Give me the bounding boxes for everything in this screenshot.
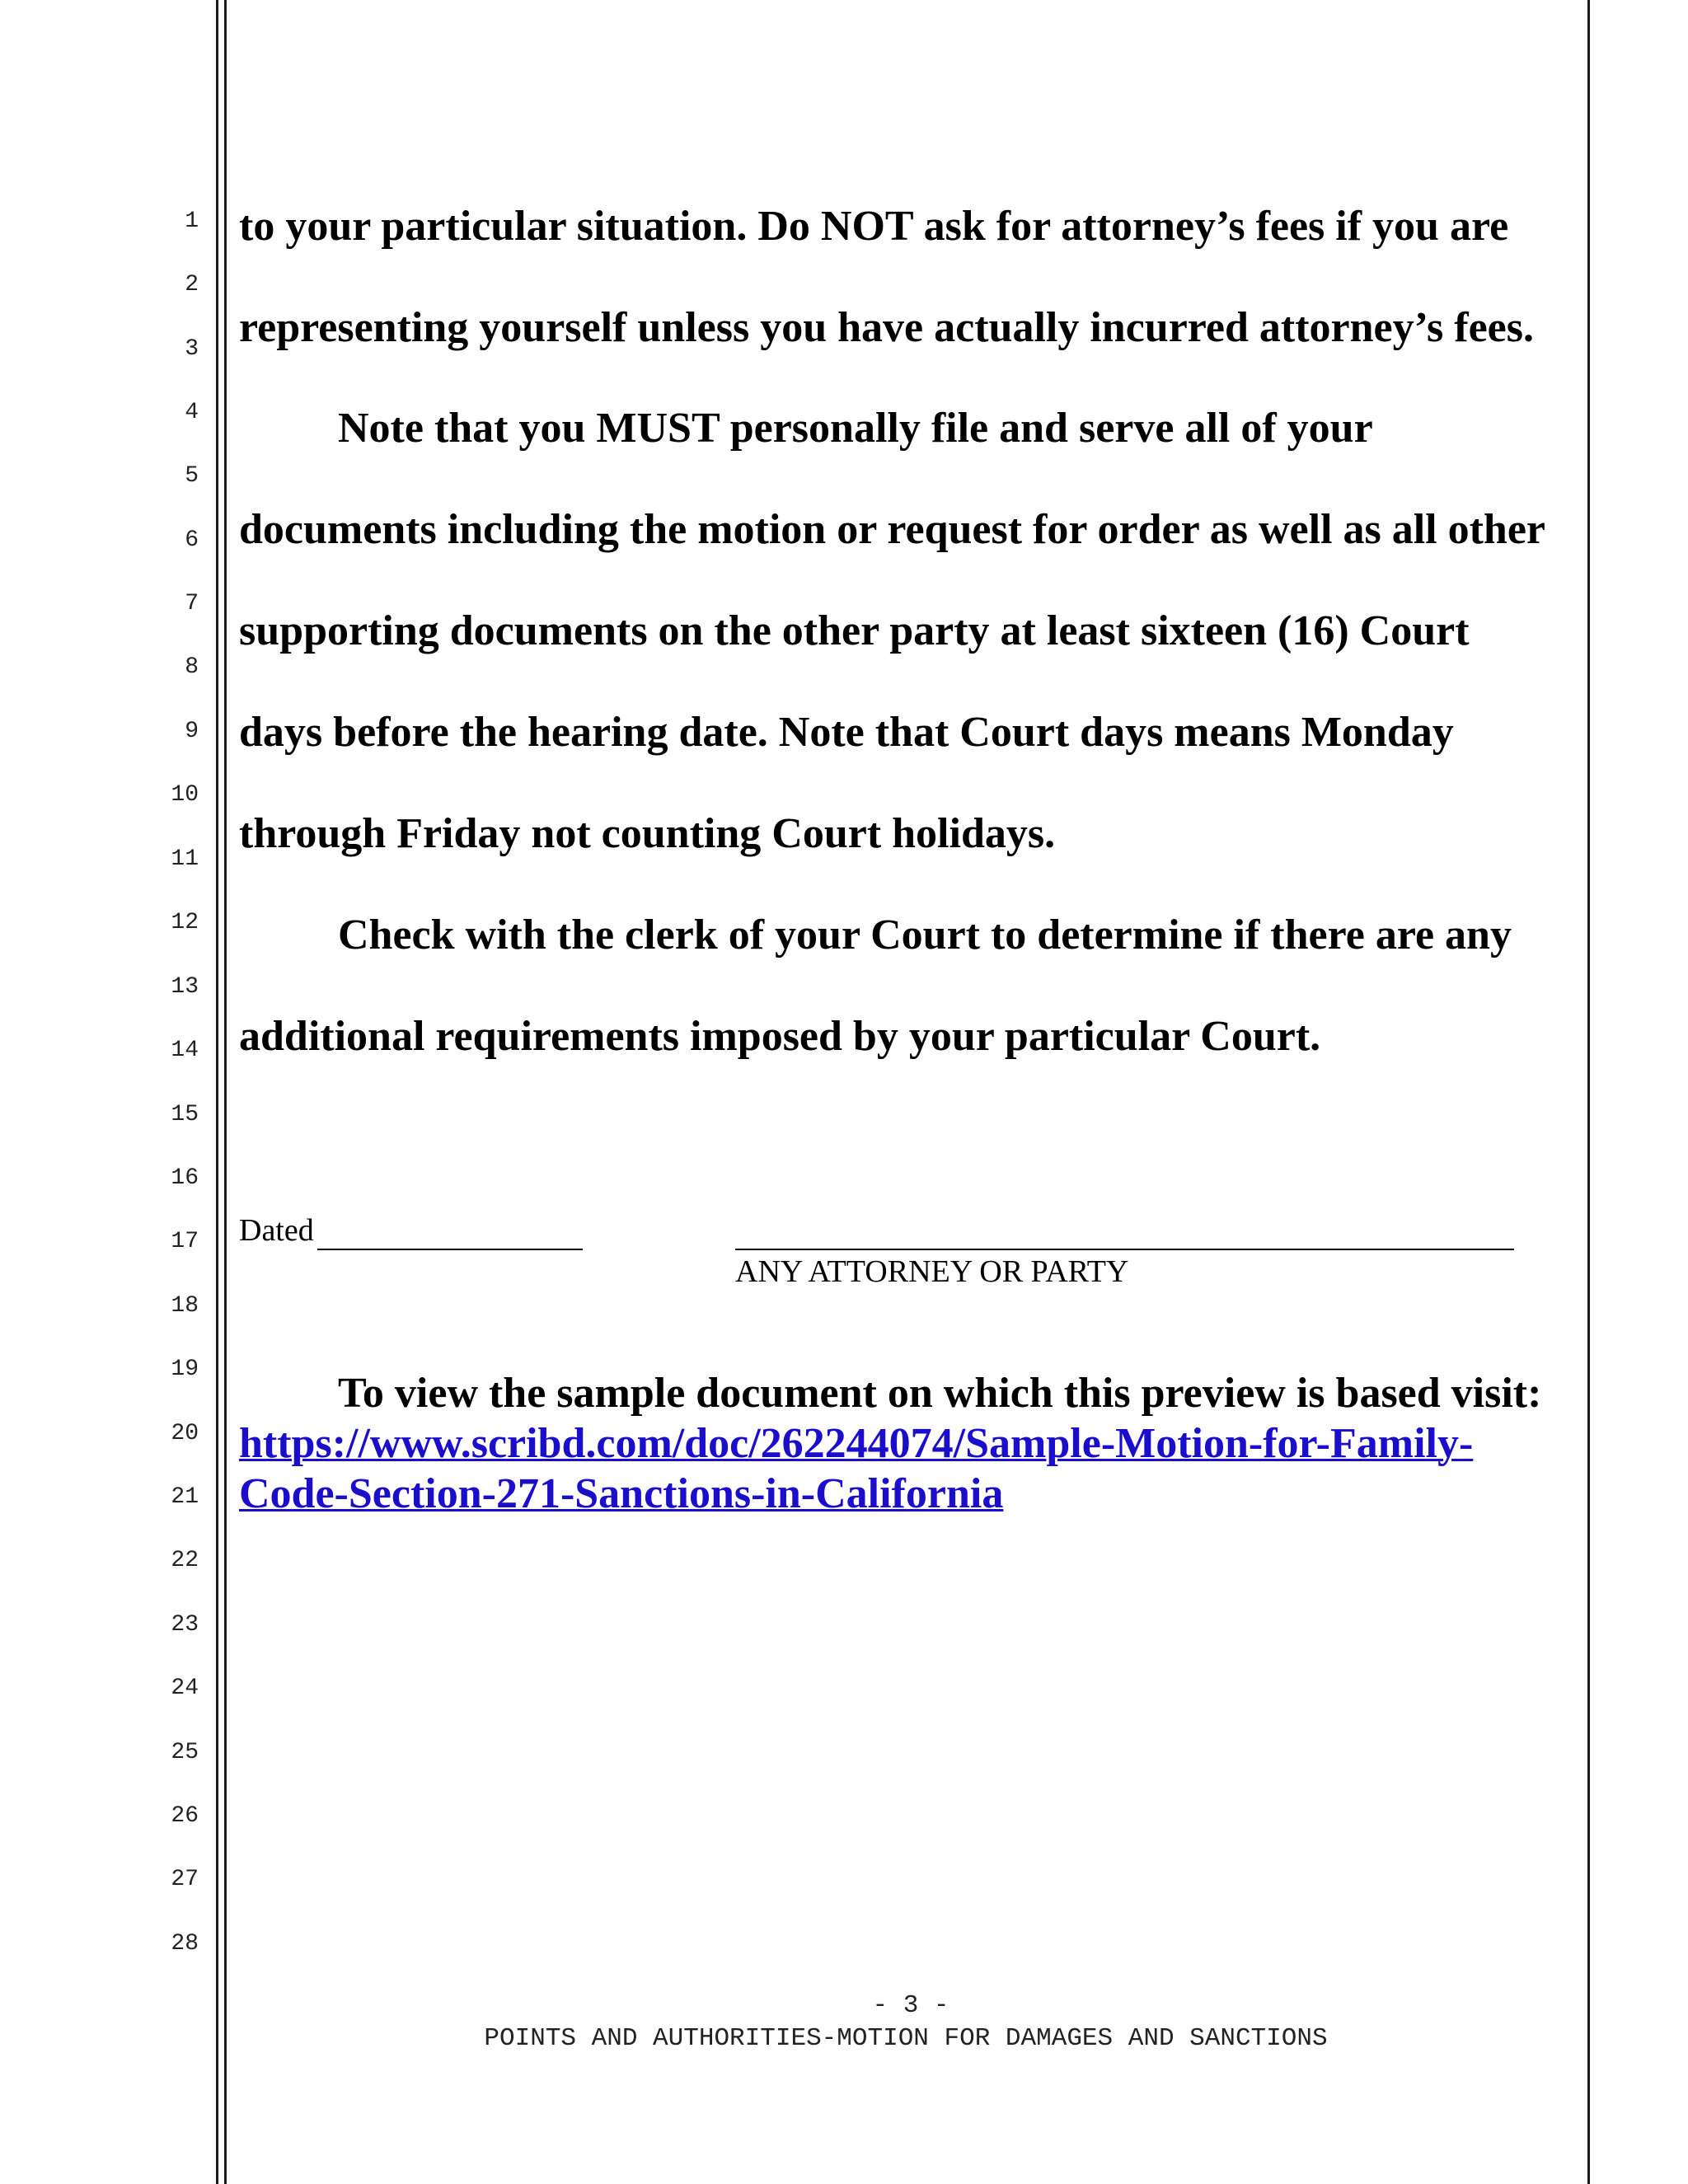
sample-document-link[interactable]: https://www.scribd.com/doc/262244074/Sample-Motion-for-Family- [239,1420,1474,1467]
body-text-line: supporting documents on the other party at least sixteen (16) Court [239,607,1470,654]
body-text-line: representing yourself unless you have actually incurred attorney’s fees. [239,304,1534,351]
line-number: 19 [171,1357,199,1382]
preview-intro: To view the sample document on which this preview is based visit: [338,1370,1542,1417]
line-number: 11 [171,846,199,872]
left-margin-rule [216,0,218,2184]
body-text-line: through Friday not counting Court holidays. [239,810,1056,857]
line-number: 26 [171,1803,199,1829]
line-number: 20 [171,1421,199,1446]
line-number: 2 [185,272,199,298]
line-number: 25 [171,1740,199,1765]
line-number: 28 [171,1931,199,1957]
line-number: 7 [185,591,199,616]
line-number: 18 [171,1293,199,1319]
line-number: 9 [185,719,199,744]
line-number: 6 [185,527,199,553]
line-number: 16 [171,1165,199,1191]
line-number: 15 [171,1102,199,1127]
line-number: 23 [171,1612,199,1638]
signer-label: ANY ATTORNEY OR PARTY [735,1254,1129,1289]
signature-line [735,1249,1514,1250]
line-number: 8 [185,654,199,680]
line-number: 4 [185,400,199,425]
body-text-line: to your particular situation. Do NOT ask for attorney’s fees if you are [239,203,1509,250]
line-number: 10 [171,782,199,808]
line-number: 13 [171,974,199,1000]
body-text-line: Check with the clerk of your Court to determine if there are any [338,912,1512,958]
page-number: - 3 - [872,1991,950,2020]
line-number: 3 [185,336,199,362]
line-number: 1 [185,209,199,234]
line-number: 22 [171,1548,199,1573]
body-text-line: Note that you MUST personally file and serve all of your [338,405,1373,452]
body-text-line: documents including the motion or request for order as well as all other [239,506,1546,553]
right-margin-rule [1587,0,1590,2184]
line-number: 24 [171,1675,199,1701]
line-number: 14 [171,1038,199,1063]
date-signature-line [317,1249,583,1250]
left-margin-rule-inner [224,0,227,2184]
line-number: 21 [171,1484,199,1510]
line-number: 17 [171,1229,199,1254]
footer-title: POINTS AND AUTHORITIES-MOTION FOR DAMAGES AND SANCTIONS [484,2024,1328,2053]
line-number: 12 [171,910,199,935]
sample-document-link-continued[interactable]: Code-Section-271-Sanctions-in-California [239,1470,1004,1517]
line-number: 5 [185,463,199,489]
body-text-line: additional requirements imposed by your particular Court. [239,1013,1321,1060]
body-text-line: days before the hearing date. Note that Court days means Monday [239,709,1454,756]
line-number: 27 [171,1867,199,1892]
dated-label: Dated [239,1213,314,1248]
